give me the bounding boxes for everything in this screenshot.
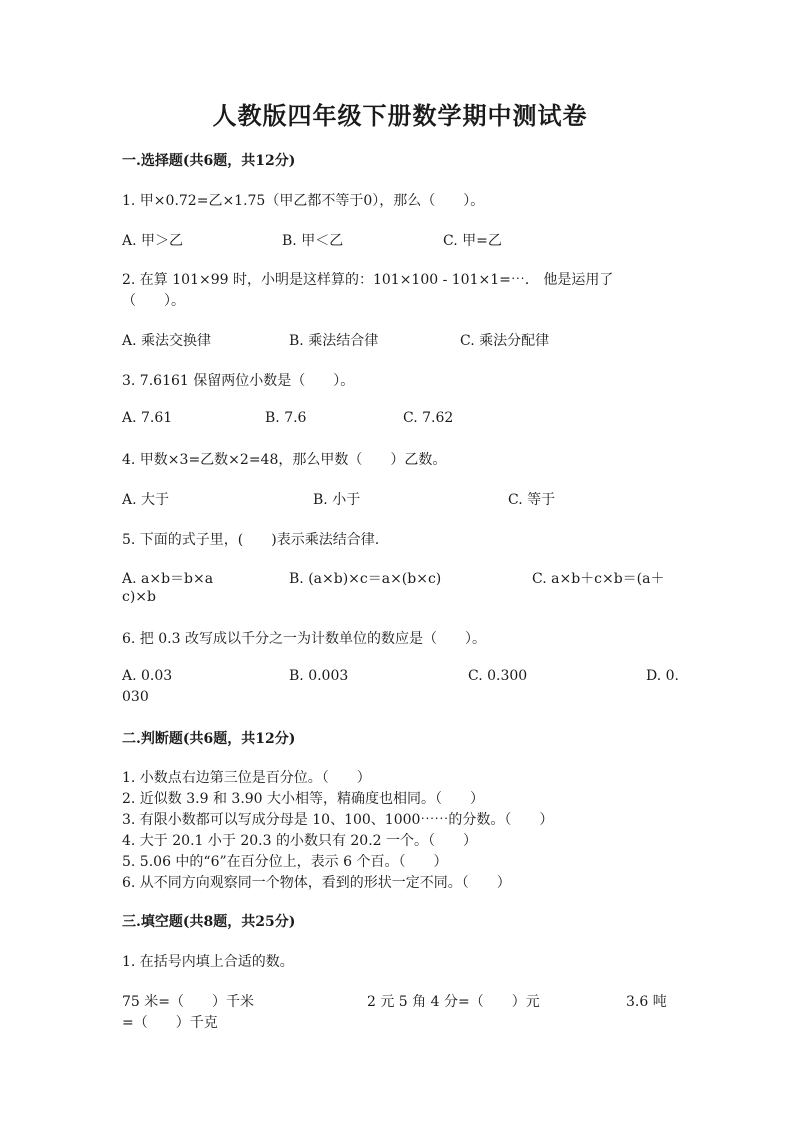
question-4-option-a: A. 大于 (122, 492, 170, 508)
question-2-option-a: A. 乘法交换律 (122, 333, 212, 349)
question-2-stem-line2: （ ）。 (122, 293, 185, 309)
judgement-item-3: 3. 有限小数都可以写成分母是 10、100、1000⋯⋯的分数。（ ） (122, 812, 554, 828)
question-2-option-b: B. 乘法结合律 (289, 333, 379, 349)
question-4-option-b: B. 小于 (313, 492, 361, 508)
fill-question-1-part-a: 75 米=（ ）千米 (122, 994, 254, 1010)
question-6-option-d-line1: D. 0. (646, 668, 679, 684)
question-5-option-c-line1: C. a×b＋c×b＝(a＋ (532, 571, 665, 587)
question-2-stem-line1: 2. 在算 101×99 时，小明是这样算的：101×100 - 101×1=⋯． 他是运用了 (122, 272, 614, 288)
judgement-item-4: 4. 大于 20.1 小于 20.3 的小数只有 20.2 一个。（ ） (122, 833, 478, 849)
page-title: 人教版四年级下册数学期中测试卷 (212, 101, 588, 130)
question-3-option-c: C. 7.62 (403, 410, 454, 426)
judgement-item-1: 1. 小数点右边第三位是百分位。（ ） (122, 770, 371, 786)
question-4-option-c: C. 等于 (508, 492, 556, 508)
question-6-option-c: C. 0.300 (468, 668, 528, 684)
question-1-option-a: A. 甲＞乙 (122, 233, 184, 249)
question-5-option-b: B. (a×b)×c＝a×(b×c) (289, 571, 442, 587)
question-5-stem: 5. 下面的式子里，( )表示乘法结合律. (122, 532, 380, 548)
section-heading-choice: 一.选择题(共6题，共12分) (122, 153, 296, 169)
fill-question-1-part-b: 2 元 5 角 4 分=（ ）元 (367, 994, 540, 1010)
fill-question-1-stem: 1. 在括号内填上合适的数。 (122, 954, 294, 970)
judgement-item-6: 6. 从不同方向观察同一个物体，看到的形状一定不同。（ ） (122, 875, 511, 891)
section-heading-fill-in: 三.填空题(共8题，共25分) (122, 914, 296, 930)
question-6-option-d-line2: 030 (122, 689, 149, 705)
question-5-option-c-line2: c)×b (122, 589, 156, 605)
question-6-option-b: B. 0.003 (289, 668, 349, 684)
question-1-option-b: B. 甲＜乙 (282, 233, 344, 249)
judgement-item-5: 5. 5.06 中的“6”在百分位上，表示 6 个百。（ ） (122, 854, 448, 870)
question-3-option-b: B. 7.6 (265, 410, 307, 426)
question-4-stem: 4. 甲数×3=乙数×2=48，那么甲数（ ）乙数。 (122, 452, 447, 468)
question-3-option-a: A. 7.61 (122, 410, 173, 426)
question-1-stem: 1. 甲×0.72=乙×1.75（甲乙都不等于0），那么（ ）。 (122, 193, 485, 209)
question-1-option-c: C. 甲=乙 (443, 233, 502, 249)
question-6-option-a: A. 0.03 (122, 668, 173, 684)
question-3-stem: 3. 7.6161 保留两位小数是（ ）。 (122, 373, 355, 389)
question-6-stem: 6. 把 0.3 改写成以千分之一为计数单位的数应是（ ）。 (122, 631, 486, 647)
fill-question-1-part-c-line2: =（ ）千克 (122, 1015, 218, 1031)
judgement-item-2: 2. 近似数 3.9 和 3.90 大小相等，精确度也相同。（ ） (122, 791, 485, 807)
question-5-option-a: A. a×b＝b×a (122, 571, 214, 587)
section-heading-judgement: 二.判断题(共6题，共12分) (122, 731, 296, 747)
fill-question-1-part-c-line1: 3.6 吨 (626, 994, 667, 1010)
question-2-option-c: C. 乘法分配律 (460, 333, 550, 349)
